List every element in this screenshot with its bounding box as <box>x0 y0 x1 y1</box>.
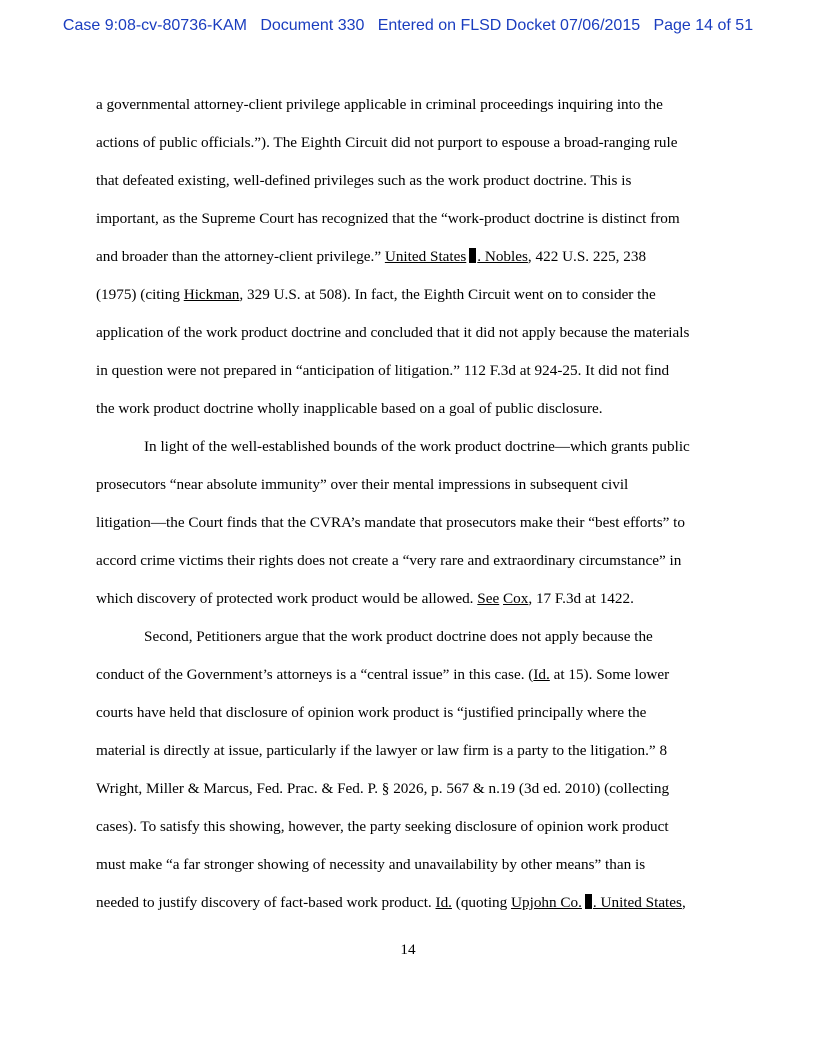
text-line <box>96 586 736 624</box>
text-line <box>96 738 736 776</box>
text-run: and broader than the attorney-client privilege.” <box>96 248 385 265</box>
signal-underlined: See <box>477 590 500 607</box>
text-line <box>96 814 736 852</box>
text-line <box>96 130 736 168</box>
case-citation-underlined: Id. <box>533 666 550 683</box>
text-line <box>96 244 736 282</box>
text-line <box>96 206 736 244</box>
text-run: material is directly at issue, particularly if the lawyer or law firm is a party to the litigation.” 8 <box>96 742 668 759</box>
case-citation-underlined <box>511 894 682 911</box>
text-run: important, as the Supreme Court has recognized that the “work-product doctrine is distinct from <box>96 210 680 227</box>
text-run: the work product doctrine wholly inapplicable based on a goal of public disclosure. <box>96 400 603 417</box>
text-line <box>96 168 736 206</box>
text-run: application of the work product doctrine and concluded that it did not apply because the materials <box>96 324 690 341</box>
document-body <box>96 92 736 928</box>
text-line <box>96 434 736 472</box>
redaction-mark <box>585 894 592 909</box>
text-run: In light of the well-established bounds of the work product doctrine—which grants public <box>144 438 690 455</box>
text-run: accord crime victims their rights does not create a “very rare and extraordinary circumstance” in <box>96 552 682 569</box>
case-name-part: . United States <box>592 894 682 911</box>
text-run: , <box>681 894 686 911</box>
text-line <box>96 510 736 548</box>
case-citation-underlined: Hickman <box>183 286 240 303</box>
text-line <box>96 890 736 928</box>
text-line <box>96 662 736 700</box>
text-line <box>96 548 736 586</box>
text-line <box>96 282 736 320</box>
text-run: , 17 F.3d at 1422. <box>528 590 634 607</box>
text-run: , 329 U.S. at 508). In fact, the Eighth Circuit went on to consider the <box>239 286 656 303</box>
text-run: (1975) (citing <box>96 286 184 303</box>
text-run: Second, Petitioners argue that the work product doctrine does not apply because the <box>144 628 653 645</box>
text-line <box>96 396 736 434</box>
text-run: that defeated existing, well-defined privileges such as the work product doctrine. This is <box>96 172 632 189</box>
redaction-mark <box>469 248 476 263</box>
text-line <box>96 92 736 130</box>
text-line <box>96 624 736 662</box>
text-line <box>96 320 736 358</box>
text-run: must make “a far stronger showing of necessity and unavailability by other means” than is <box>96 856 646 873</box>
text-run: in question were not prepared in “anticipation of litigation.” 112 F.3d at 924-25. It did not find <box>96 362 670 379</box>
text-line <box>96 700 736 738</box>
text-line <box>96 472 736 510</box>
case-name-part: Upjohn Co. <box>511 894 582 911</box>
text-run: actions of public officials.”). The Eighth Circuit did not purport to espouse a broad-ranging rule <box>96 134 678 151</box>
case-citation-underlined: Id. <box>435 894 452 911</box>
text-run: at 15). Some lower <box>549 666 670 683</box>
text-line <box>96 852 736 890</box>
text-run: needed to justify discovery of fact-based work product. <box>96 894 436 911</box>
text-line <box>96 776 736 814</box>
case-name-part: United States <box>384 248 467 265</box>
text-run: litigation—the Court finds that the CVRA’s mandate that prosecutors make their “best efforts” to <box>96 514 685 531</box>
text-run: cases). To satisfy this showing, however, the party seeking disclosure of opinion work product <box>96 818 669 835</box>
case-citation-underlined <box>385 248 528 265</box>
page-number: 14 <box>400 941 416 958</box>
docket-header: Case 9:08-cv-80736-KAM Document 330 Entered on FLSD Docket 07/06/2015 Page 14 of 51 <box>62 17 754 34</box>
text-run: a governmental attorney-client privilege applicable in criminal proceedings inquiring into the <box>96 96 663 113</box>
text-line <box>96 358 736 396</box>
text-run: conduct of the Government’s attorneys is a “central issue” in this case. ( <box>96 666 534 683</box>
text-run: which discovery of protected work product would be allowed. <box>96 590 478 607</box>
text-run: (quoting <box>451 894 512 911</box>
text-run: , 422 U.S. 225, 238 <box>527 248 647 265</box>
text-run: prosecutors “near absolute immunity” over their mental impressions in subsequent civil <box>96 476 629 493</box>
text-run: Wright, Miller & Marcus, Fed. Prac. & Fed. P. § 2026, p. 567 & n.19 (3d ed. 2010) (collecting <box>96 780 670 797</box>
case-name-part: . Nobles <box>477 248 528 265</box>
case-citation-underlined: Cox <box>503 590 529 607</box>
text-run: courts have held that disclosure of opinion work product is “justified principally where the <box>96 704 647 721</box>
